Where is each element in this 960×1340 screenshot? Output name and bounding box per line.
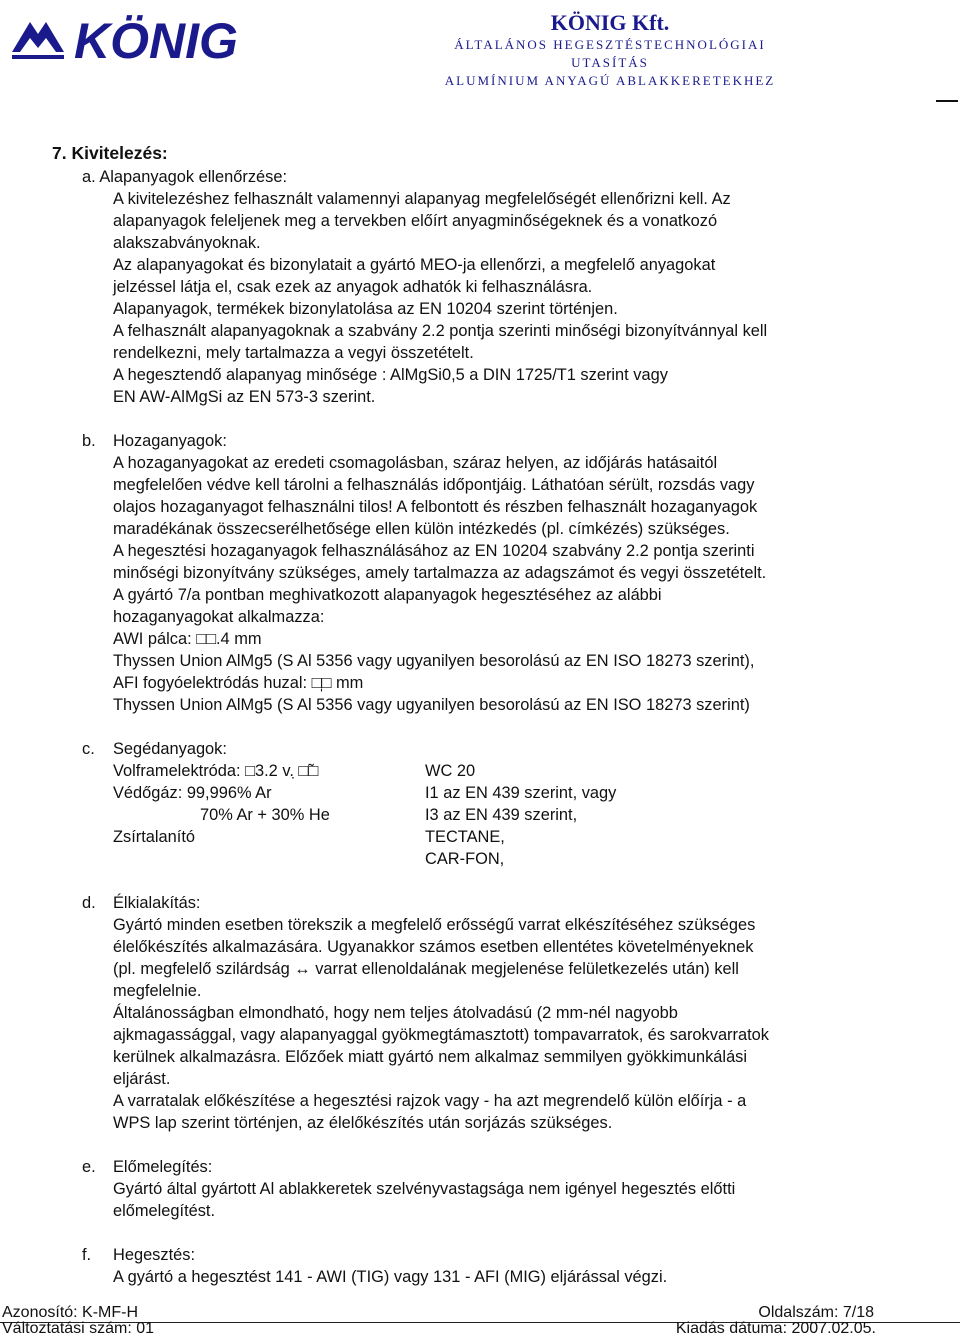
subsection-c-heading: Segédanyagok: xyxy=(113,740,227,758)
c-row-right: CAR-FON, xyxy=(425,850,505,868)
b-line: minőségi bizonyítvány szükséges, amely tartalmazza az adagszámot és vegyi összetételt. xyxy=(113,564,767,582)
company-name: KÖNIG Kft. xyxy=(550,10,670,35)
d-line: élelőkészítés alkalmazására. Ugyanakkor számos esetben ellentétes követelményeknek xyxy=(113,938,754,956)
d-line: eljárást. xyxy=(113,1070,171,1088)
a-line: jelzéssel látja el, csak ezek az anyagok adhatók ki felhasználásra. xyxy=(113,278,593,296)
header-subtitle-2: ALUMÍNIUM ANYAGÚ ABLAKKERETEKHEZ xyxy=(444,73,776,88)
a-line: rendelkezni, mely tartalmazza a vegyi összetételt. xyxy=(113,344,474,362)
b-line: Thyssen Union AlMg5 (S Al 5356 vagy ugyanilyen besorolású az EN ISO 18273 szerint), xyxy=(113,652,755,670)
c-row-right: TECTANE, xyxy=(425,828,505,846)
b-line: Thyssen Union AlMg5 (S Al 5356 vagy ugyanilyen besorolású az EN ISO 18273 szerint) xyxy=(113,696,750,714)
c-row-left: Védőgáz: 99,996% Ar xyxy=(113,784,272,802)
b-line: A hozaganyagokat az eredeti csomagolásban, száraz helyen, az időjárás hatásaitól xyxy=(113,454,718,472)
c-row-left: Zsírtalanító xyxy=(113,828,195,846)
e-line: előmelegítést. xyxy=(113,1202,216,1220)
subsection-d-letter: d. xyxy=(82,894,96,912)
b-line: AWI pálca: □□.4 mm xyxy=(113,630,262,648)
a-line: alapanyagok feleljenek meg a tervekben előírt anyagminőségeknek és a vonatkozó xyxy=(113,212,718,230)
b-line: megfelelően védve kell tárolni a felhasználás időpontjáig. Láthatóan sérült, rozsdás vagy xyxy=(113,476,755,494)
a-line: Az alapanyagokat és bizonylatait a gyártó MEO-ja ellenőrzi, a megfelelő anyagokat xyxy=(113,256,716,274)
d-line: WPS lap szerint történjen, az élelőkészítés után sorjázás szükséges. xyxy=(113,1114,613,1132)
subsection-d-heading: Élkialakítás: xyxy=(113,894,201,912)
c-row-right: I1 az EN 439 szerint, vagy xyxy=(425,784,617,802)
a-line: A felhasznált alapanyagoknak a szabvány 2.2 pontja szerinti minőségi bizonyítvánnyal kell xyxy=(113,322,768,340)
subsection-c-letter: c. xyxy=(82,740,95,758)
e-line: Gyártó által gyártott Al ablakkeretek szelvényvastagsága nem igényel hegesztés előtti xyxy=(113,1180,736,1198)
subsection-e-letter: e. xyxy=(82,1158,96,1176)
page-number: Oldalszám: 7/18 xyxy=(758,1304,874,1321)
d-line: kerülnek alkalmazásra. Előzőek miatt gyártó nem alkalmaz semmilyen gyökkimunkálási xyxy=(113,1048,748,1066)
b-line: AFI fogyóelektródás huzal: □̩□ mm xyxy=(113,674,364,692)
company-logo xyxy=(8,8,258,68)
section-title: 7. Kivitelezés: xyxy=(52,143,168,163)
header-rule xyxy=(936,100,958,102)
c-row-right: I3 az EN 439 szerint, xyxy=(425,806,578,824)
d-line: megfelelnie. xyxy=(113,982,202,1000)
issue-date: Kiadás dátuma: 2007.02.05. xyxy=(675,1320,876,1337)
document-header xyxy=(420,10,800,90)
subsection-e-heading: Előmelegítés: xyxy=(113,1158,213,1176)
a-line: A hegesztendő alapanyag minősége : AlMgSi0,5 a DIN 1725/T1 szerint vagy xyxy=(113,366,668,384)
b-line: A hegesztési hozaganyagok felhasználásához az EN 10204 szabvány 2.2 pontja szerinti xyxy=(113,542,755,560)
a-line: A kivitelezéshez felhasznált valamennyi alapanyag megfelelőségét ellenőrizni kell. Az xyxy=(113,190,731,208)
b-line: A gyártó 7/a pontban meghivatkozott alapanyagok hegesztéséhez az alábbi xyxy=(113,586,662,604)
d-line: A varratalak előkészítése a hegesztési rajzok vagy - ha azt megrendelő külön előírja - a xyxy=(113,1092,747,1110)
subsection-b-letter: b. xyxy=(82,432,96,450)
f-line: A gyártó a hegesztést 141 - AWI (TIG) vagy 131 - AFI (MIG) eljárással végzi. xyxy=(113,1268,668,1286)
b-line: hozaganyagokat alkalmazza: xyxy=(113,608,325,626)
b-line: maradékának összecserélhetősége ellen külön intézkedés (pl. címkézés) szükséges. xyxy=(113,520,730,538)
d-line: Gyártó minden esetben törekszik a megfelelő erősségű varrat elkészítéséhez szükséges xyxy=(113,916,756,934)
c-row-left: 70% Ar + 30% He xyxy=(200,806,330,824)
d-line: ajkmagassággal, vagy alapanyaggal gyökmegtámasztott) tompavarratok, és sarokvarratok xyxy=(113,1026,769,1044)
d-line: Általánosságban elmondható, hogy nem teljes átolvadású (2 mm-nél nagyobb xyxy=(113,1004,678,1022)
subsection-f-heading: Hegesztés: xyxy=(113,1246,195,1264)
subsection-f-letter: f. xyxy=(82,1246,92,1264)
b-line: olajos hozaganyagot felhasználni tilos! A felbontott és részben felhasznált hozaganyagok xyxy=(113,498,758,516)
a-line: Alapanyagok, termékek bizonylatolása az EN 10204 szerint történjen. xyxy=(113,300,618,318)
subsection-b-heading: Hozaganyagok: xyxy=(113,432,227,450)
logo-text: KÖNIG xyxy=(74,13,238,68)
a-line: alakszabványoknak. xyxy=(113,234,261,252)
header-subtitle-1: ÁLTALÁNOS HEGESZTÉSTECHNOLÓGIAI UTASÍTÁS xyxy=(454,37,766,70)
d-line: (pl. megfelelő szilárdság ↔ varrat ellenoldalának megjelenése felületkezelés után) kell xyxy=(113,960,739,978)
subsection-a-heading: a. Alapanyagok ellenőrzése: xyxy=(82,168,288,186)
change-number: Változtatási szám: 01 xyxy=(2,1320,155,1337)
a-line: EN AW-AlMgSi az EN 573-3 szerint. xyxy=(113,388,376,406)
document-id: Azonosító: K-MF-H xyxy=(2,1304,139,1321)
c-row-right: WC 20 xyxy=(425,762,476,780)
c-row-left: Volframelektróda: □3.2 v. ̣□̃□ xyxy=(113,762,319,780)
